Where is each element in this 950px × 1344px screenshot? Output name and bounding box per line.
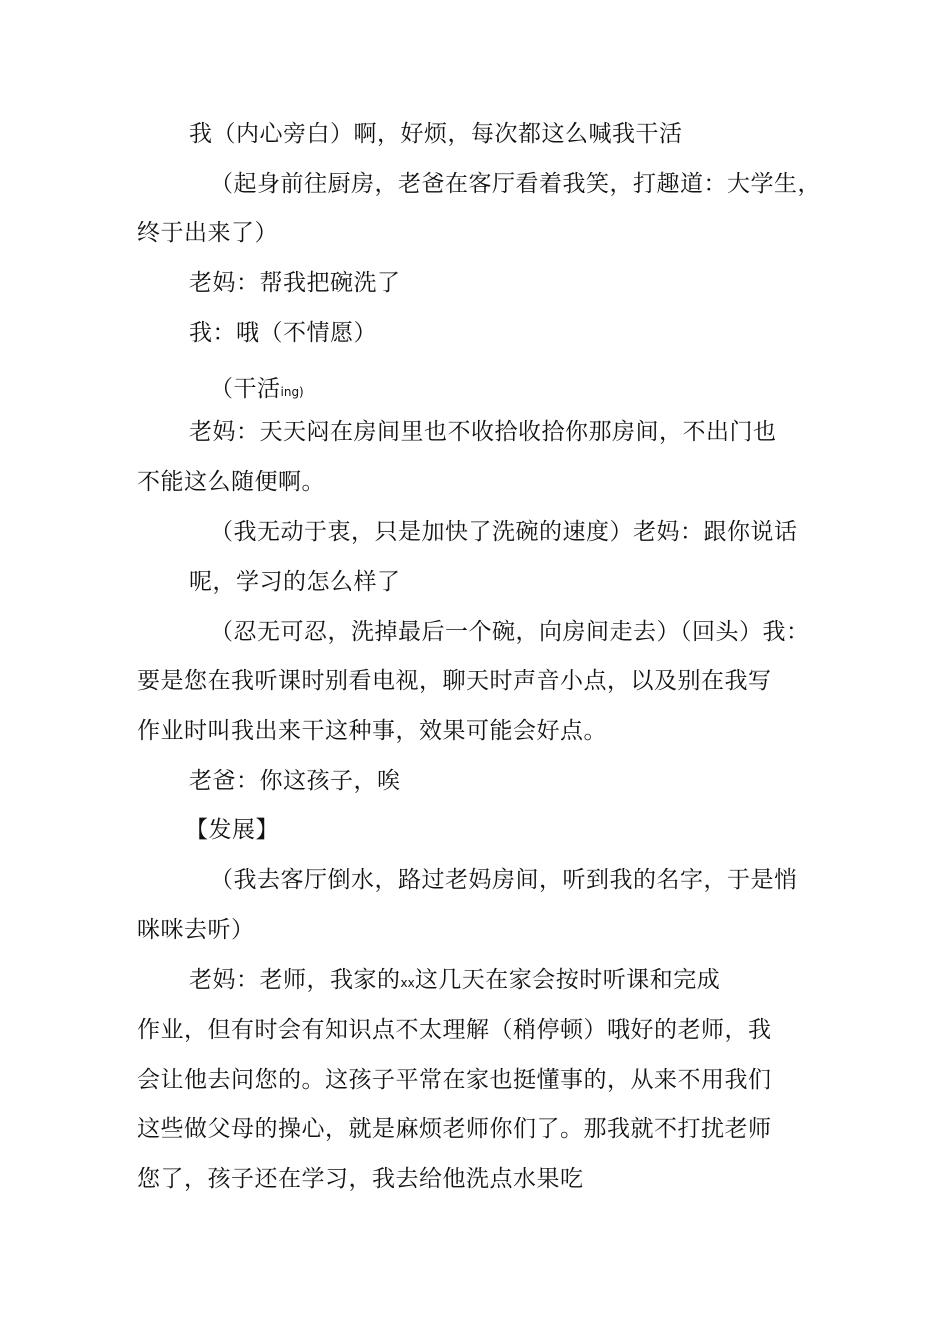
text-line: [189, 965, 720, 998]
text-line: 我（内心旁白）啊，好烦，每次都这么喊我干活: [189, 121, 683, 147]
text-line: 会让他去问您的。这孩子平常在家也挺懂事的，从来不用我们: [137, 1067, 772, 1093]
text-line: 老妈：天天闷在房间里也不收拾收拾你那房间，不出门也: [189, 419, 777, 445]
section-heading: 【发展】: [185, 817, 279, 843]
text-line: 作业时叫我出来干这种事，效果可能会好点。: [137, 718, 607, 744]
text-line: 终于出来了）: [137, 220, 278, 246]
text-line: 要是您在我听课时别看电视，聊天时声音小点，以及别在我写: [137, 668, 772, 694]
text-line: 我：哦（不情愿）: [189, 320, 377, 346]
text-line: [210, 374, 304, 407]
text-fragment: （干活: [210, 376, 281, 402]
text-line: 这些做父母的操心，就是麻烦老师你们了。那我就不打扰老师: [137, 1116, 772, 1142]
text-line: （起身前往厨房，老爸在客厅看着我笑，打趣道：大学生，: [210, 171, 821, 197]
text-line: 老妈：帮我把碗洗了: [189, 270, 401, 296]
text-line: 呢，学习的怎么样了: [189, 569, 401, 595]
text-line: 咪咪去听）: [137, 917, 255, 943]
text-fragment-small: xx: [400, 976, 415, 990]
text-fragment-small: ing): [280, 385, 304, 399]
text-line: 作业，但有时会有知识点不太理解（稍停顿）哦好的老师，我: [137, 1017, 772, 1043]
text-line: （我无动于衷，只是加快了洗碗的速度）老妈：跟你说话: [210, 519, 798, 545]
text-fragment: 这几天在家会按时听课和完成: [414, 967, 721, 993]
text-line: 您了，孩子还在学习，我去给他洗点水果吃: [137, 1166, 584, 1192]
text-fragment: 老妈：老师，我家的: [189, 967, 401, 993]
text-line: 不能这么随便啊。: [137, 469, 325, 495]
text-line: （忍无可忍，洗掉最后一个碗，向房间走去）（回头）我：: [210, 619, 810, 645]
text-line: （我去客厅倒水，路过老妈房间，听到我的名字，于是悄: [210, 867, 798, 893]
text-line: 老爸：你这孩子，唉: [189, 768, 401, 794]
